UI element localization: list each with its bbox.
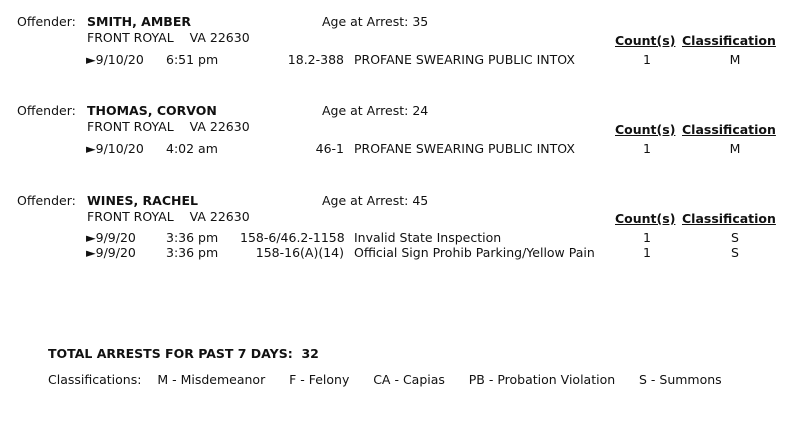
charge-count: 1 [643, 230, 651, 245]
age-at-arrest [322, 193, 428, 208]
offender-label: Offender: [17, 103, 76, 118]
age-value: 35 [412, 14, 429, 29]
offender-name: WINES, RACHEL [87, 193, 198, 208]
offender-label: Offender: [17, 193, 76, 208]
legend-item-summons: S - Summons [639, 372, 722, 387]
count-header: Count(s) [615, 211, 676, 226]
age-label: Age at Arrest: [322, 193, 409, 208]
state-zip: VA 22630 [189, 209, 250, 224]
charge-date: ►9/10/20 [86, 141, 144, 156]
offender-name: THOMAS, CORVON [87, 103, 217, 118]
charge-description: Official Sign Prohib Parking/Yellow Pain [354, 245, 595, 260]
charge-count: 1 [643, 141, 651, 156]
legend-item-capias: CA - Capias [373, 372, 445, 387]
legend-item-misdemeanor: M - Misdemeanor [157, 372, 266, 387]
state-zip: VA 22630 [189, 30, 250, 45]
classification-header: Classification [682, 33, 776, 48]
charge-date: ►9/9/20 [86, 245, 136, 260]
age-at-arrest [322, 14, 428, 29]
charge-classification: S [731, 245, 739, 260]
charge-description: PROFANE SWEARING PUBLIC INTOX [354, 52, 575, 67]
charge-code: 158-6/46.2-1158 [240, 230, 345, 245]
state-zip: VA 22630 [189, 119, 250, 134]
charge-description: Invalid State Inspection [354, 230, 502, 245]
total-label: TOTAL ARRESTS FOR PAST 7 DAYS: [48, 346, 293, 361]
legend-label: Classifications: [48, 372, 142, 387]
age-label: Age at Arrest: [322, 14, 409, 29]
age-label: Age at Arrest: [322, 103, 409, 118]
charge-code: 158-16(A)(14) [255, 245, 344, 260]
total-value: 32 [301, 346, 319, 361]
charge-time: 3:36 pm [166, 245, 219, 260]
offender-address [87, 209, 250, 224]
charge-classification: S [731, 230, 739, 245]
count-header: Count(s) [615, 122, 676, 137]
charge-code: 46-1 [315, 141, 344, 156]
city: FRONT ROYAL [87, 209, 174, 224]
charge-classification: M [729, 141, 741, 156]
age-at-arrest [322, 103, 428, 118]
charge-count: 1 [643, 52, 651, 67]
charge-time: 4:02 am [166, 141, 218, 156]
classification-header: Classification [682, 122, 776, 137]
classification-header: Classification [682, 211, 776, 226]
classification-legend [48, 372, 722, 387]
charge-code: 18.2-388 [287, 52, 344, 67]
city: FRONT ROYAL [87, 30, 174, 45]
offender-address [87, 30, 250, 45]
legend-item-probation-violation: PB - Probation Violation [468, 372, 616, 387]
count-header: Count(s) [615, 33, 676, 48]
total-arrests [48, 346, 319, 361]
charge-time: 3:36 pm [166, 230, 219, 245]
city: FRONT ROYAL [87, 119, 174, 134]
charge-date: ►9/10/20 [86, 52, 144, 67]
offender-name: SMITH, AMBER [87, 14, 191, 29]
legend-item-felony: F - Felony [289, 372, 350, 387]
charge-description: PROFANE SWEARING PUBLIC INTOX [354, 141, 575, 156]
age-value: 24 [412, 103, 429, 118]
charge-classification: M [729, 52, 741, 67]
charge-count: 1 [643, 245, 651, 260]
offender-label: Offender: [17, 14, 76, 29]
age-value: 45 [412, 193, 429, 208]
charge-date: ►9/9/20 [86, 230, 136, 245]
offender-address [87, 119, 250, 134]
charge-time: 6:51 pm [166, 52, 219, 67]
